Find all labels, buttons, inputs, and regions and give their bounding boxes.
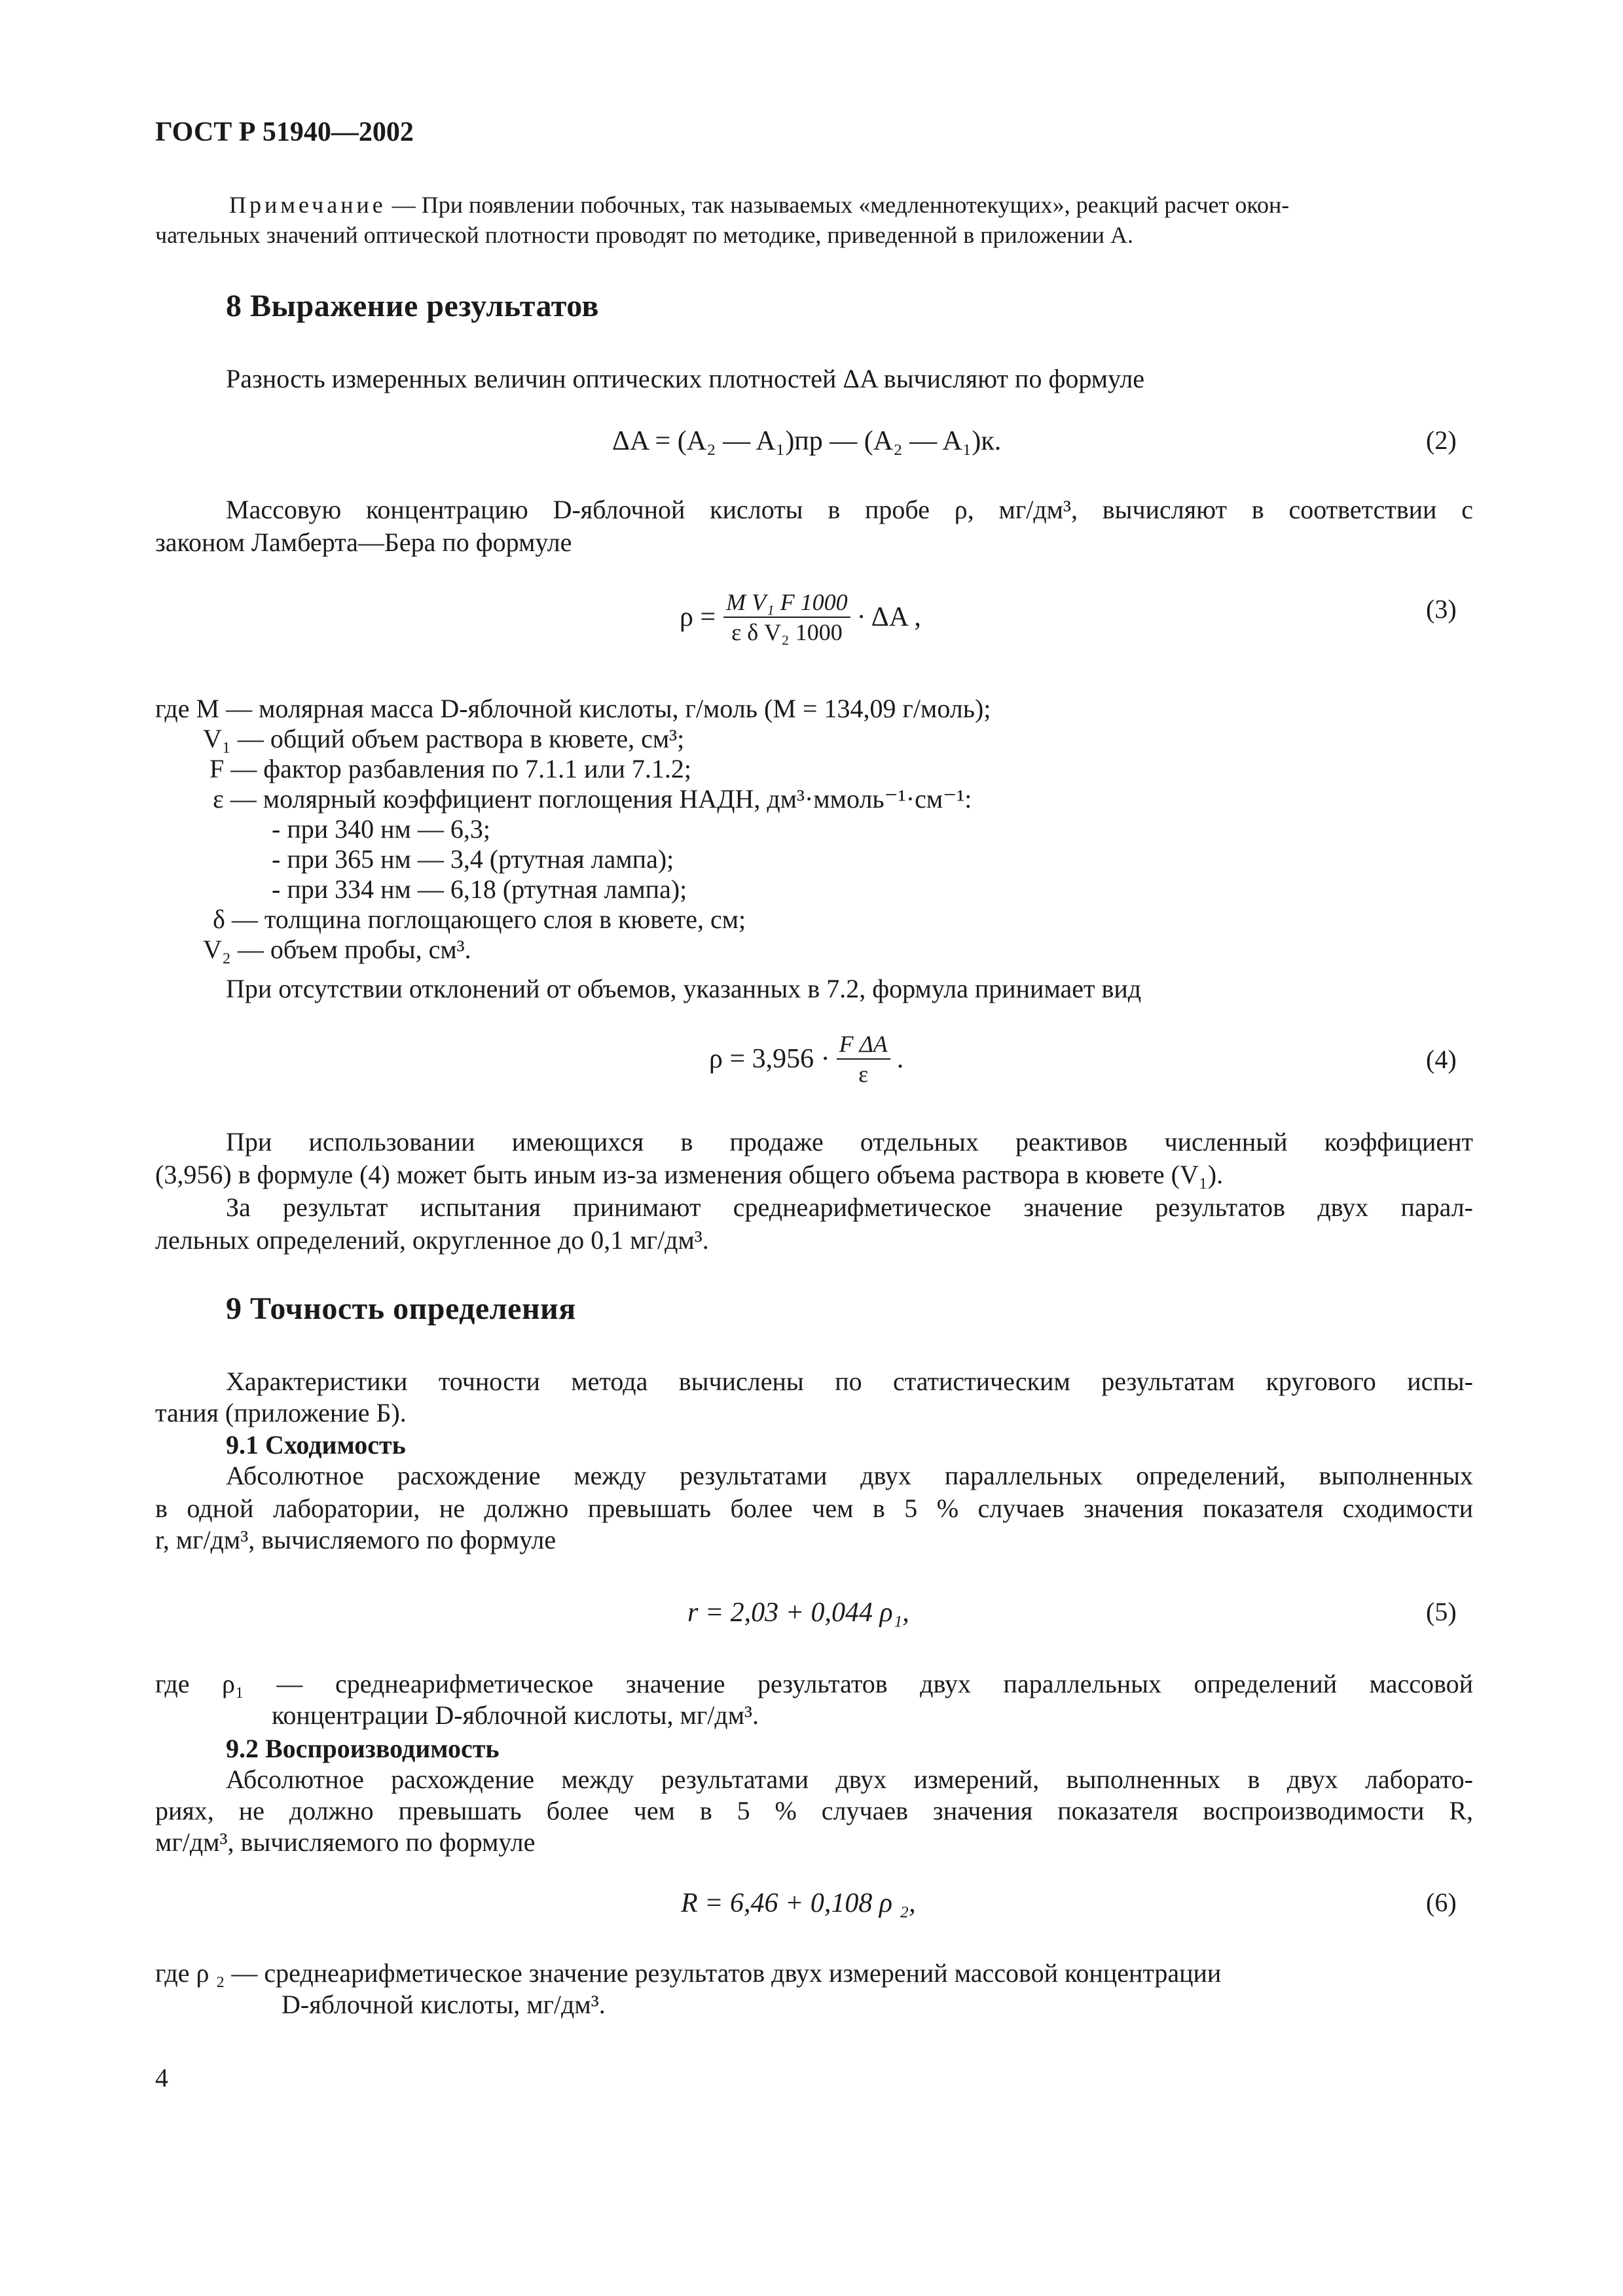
document-id: ГОСТ Р 51940—2002: [155, 117, 414, 147]
equation-4-numerator: F ΔA: [837, 1031, 890, 1060]
section-8-paragraph-2-line-2: законом Ламберта—Бера по формуле: [155, 528, 572, 557]
section-9-paragraph-1-line-2: тания (приложение Б).: [155, 1398, 407, 1427]
note-line-1: [229, 190, 1473, 220]
equation-3-number: (3): [1426, 594, 1457, 624]
section-8-paragraph-1: Разность измеренных величин оптических плотностей ΔA вычисляют по формуле: [226, 364, 1145, 393]
where-item-delta: δ — толщина поглощающего слоя в кювете, см;: [213, 905, 746, 934]
equation-4-lhs: ρ = 3,956 ·: [709, 1044, 830, 1074]
where-item-m: где M — молярная масса D-яблочной кислоты, г/моль (M = 134,09 г/моль);: [155, 694, 991, 723]
equation-3-denominator: ε δ V₂ 1000: [731, 619, 843, 645]
subsection-9-2-line-3: мг/дм³, вычисляемого по формуле: [155, 1827, 536, 1857]
equation-6-number: (6): [1426, 1888, 1457, 1917]
subsection-9-1-line-2: в одной лаборатории, не должно превышать более чем в 5 % случаев значения показателя сходимости: [155, 1494, 1473, 1523]
subsection-9-2-line-1: Абсолютное расхождение между результатами двух измерений, выполненных в двух лаборато-: [226, 1765, 1473, 1794]
section-8-title: 8 Выражение результатов: [226, 289, 599, 323]
subsection-9-1-title: 9.1 Сходимость: [226, 1430, 406, 1460]
page-number: 4: [155, 2063, 168, 2092]
equation-4-number: (4): [1426, 1045, 1457, 1074]
equation-3-fraction: [723, 589, 850, 645]
note-label: Примечание: [229, 192, 386, 218]
section-8-paragraph-4-line-2: (3,956) в формуле (4) может быть иным из-за изменения общего объема раствора в кювете (V₁).: [155, 1160, 1224, 1189]
equation-3-lhs: ρ =: [680, 602, 716, 632]
equation-6: R = 6,46 + 0,108 ρ ₂,: [681, 1888, 916, 1918]
where-item-epsilon: ε — молярный коэффициент поглощения НАДН, дм³·ммоль⁻¹·см⁻¹:: [213, 784, 972, 814]
subsection-9-1-line-3: r, мг/дм³, вычисляемого по формуле: [155, 1525, 556, 1554]
equation-4: [709, 1031, 903, 1087]
subsection-9-2-where-1: где ρ ₂ — среднеарифметическое значение результатов двух измерений массовой концентрации: [155, 1958, 1222, 1988]
section-8-paragraph-5-line-2: лельных определений, округленное до 0,1 мг/дм³.: [155, 1225, 709, 1255]
equation-5: r = 2,03 + 0,044 ρ₁,: [687, 1598, 909, 1628]
where-item-v2: V₂ — объем пробы, см³.: [203, 935, 471, 964]
section-8-paragraph-5-line-1: За результат испытания принимают среднеарифметическое значение результатов двух парал-: [226, 1193, 1473, 1222]
subsection-9-1-where-1: где ρ₁ — среднеарифметическое значение результатов двух параллельных определений массовой: [155, 1669, 1473, 1698]
section-8-paragraph-2-line-1: Массовую концентрацию D-яблочной кислоты в пробе ρ, мг/дм³, вычисляют в соответствии с: [226, 495, 1473, 524]
where-item-v1: V₁ — общий объем раствора в кювете, см³;: [203, 724, 685, 753]
note-line-2: чательных значений оптической плотности проводят по методике, приведенной в приложении А.: [155, 222, 1134, 248]
section-9-title: 9 Точность определения: [226, 1291, 576, 1326]
equation-2: ΔA = (A₂ — A₁)пр — (A₂ — A₁)к.: [612, 426, 1002, 456]
equation-5-number: (5): [1426, 1597, 1457, 1626]
equation-3-rhs: · ΔA ,: [856, 602, 921, 632]
equation-4-denominator: ε: [858, 1061, 869, 1087]
where-item-f: F — фактор разбавления по 7.1.1 или 7.1.2;: [210, 754, 692, 783]
subsection-9-1-line-1: Абсолютное расхождение между результатами двух параллельных определений, выполненных: [226, 1461, 1473, 1490]
subsection-9-2-title: 9.2 Воспроизводимость: [226, 1734, 500, 1763]
where-item-365: - при 365 нм — 3,4 (ртутная лампа);: [272, 844, 674, 874]
where-item-340: - при 340 нм — 6,3;: [272, 814, 490, 844]
subsection-9-2-line-2: риях, не должно превышать более чем в 5 % случаев значения показателя воспроизводимости R,: [155, 1796, 1473, 1825]
subsection-9-1-where-2: концентрации D-яблочной кислоты, мг/дм³.: [272, 1700, 759, 1730]
subsection-9-2-where-2: D-яблочной кислоты, мг/дм³.: [282, 1990, 606, 2019]
equation-4-fraction: [837, 1031, 890, 1087]
where-item-334: - при 334 нм — 6,18 (ртутная лампа);: [272, 874, 687, 904]
section-8-paragraph-3: При отсутствии отклонений от объемов, указанных в 7.2, формула принимает вид: [226, 974, 1142, 1003]
section-9-paragraph-1-line-1: Характеристики точности метода вычислены по статистическим результатам кругового испы-: [226, 1367, 1473, 1396]
section-8-paragraph-4-line-1: При использовании имеющихся в продаже отдельных реактивов численный коэффициент: [226, 1127, 1473, 1157]
equation-2-number: (2): [1426, 425, 1457, 455]
equation-4-rhs: .: [896, 1044, 904, 1074]
equation-3: [680, 589, 921, 645]
note-text-1: — При появлении побочных, так называемых «медленнотекущих», реакций расчет окон-: [386, 192, 1290, 218]
equation-3-numerator: M V₁ F 1000: [723, 589, 850, 618]
